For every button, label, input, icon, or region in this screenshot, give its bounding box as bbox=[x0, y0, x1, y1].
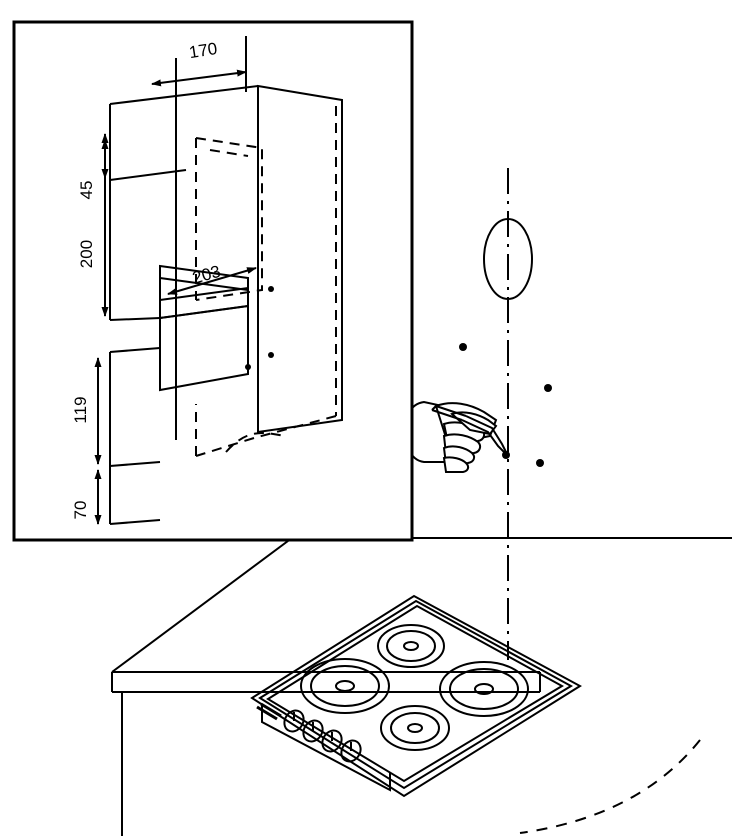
drill-point-1 bbox=[459, 343, 467, 351]
hob-burner-rear-right bbox=[378, 625, 444, 667]
drill-point-3 bbox=[536, 459, 544, 467]
dimension-label-45: 45 bbox=[77, 180, 96, 200]
floor-curve bbox=[520, 740, 700, 833]
hob-burner-front-right bbox=[440, 662, 528, 716]
dimension-label-119: 119 bbox=[71, 396, 90, 424]
dimension-label-170: 170 bbox=[187, 38, 219, 63]
hob-burner-front-left bbox=[381, 706, 449, 750]
kitchen-worktop bbox=[112, 538, 732, 836]
drill-point-2 bbox=[544, 384, 552, 392]
hand-with-pencil bbox=[408, 402, 508, 472]
hob-burner-rear-left bbox=[301, 659, 389, 713]
dimension-label-70: 70 bbox=[71, 500, 90, 520]
dimension-label-200: 200 bbox=[77, 239, 96, 269]
dimension-label-203: 203 bbox=[190, 261, 223, 288]
